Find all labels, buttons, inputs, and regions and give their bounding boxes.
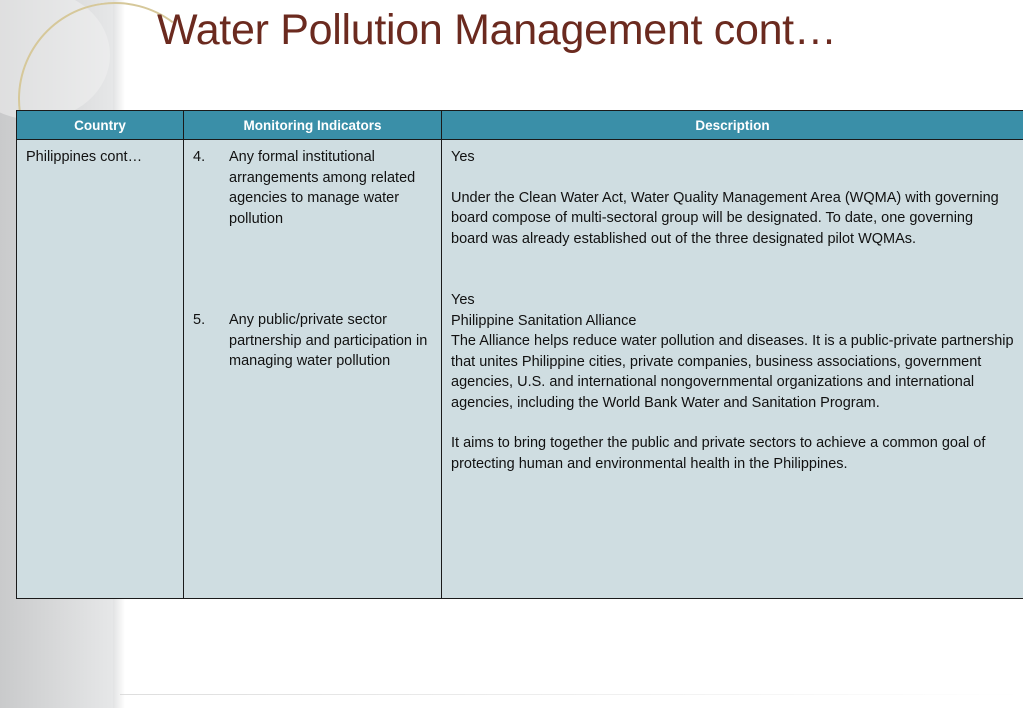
item4-answer: Yes: [451, 149, 475, 165]
indicator-number: 4.: [193, 149, 206, 165]
table-header-row: [17, 111, 1023, 140]
indicator-item-5: [193, 310, 432, 372]
header-description: Description: [442, 111, 1023, 140]
indicators-table: [16, 110, 1023, 599]
indicator-item-4: [193, 147, 432, 229]
header-monitoring-indicators: Monitoring Indicators: [184, 111, 442, 140]
table-row: [17, 140, 1023, 599]
indicators-cell: [184, 140, 442, 599]
item4-description: Under the Clean Water Act, Water Quality Management Area (WQMA) with governing board compose of multi-sectoral group will be designated. To date, one governing board was already established out of the three designated pilot WQMAs.: [451, 189, 999, 247]
item5-name: Philippine Sanitation Alliance: [451, 312, 637, 329]
item5-answer: Yes: [451, 292, 475, 308]
indicator-text: Any formal institutional arrangements among related agencies to manage water pollution: [229, 149, 416, 227]
indicator-number: 5.: [193, 312, 206, 328]
country-cell: Philippines cont…: [17, 140, 184, 599]
item5-description: The Alliance helps reduce water pollution and diseases. It is a public-private partnership that unites Philippine cities, private companies, business associations, government agencies, U.S. and international nongovernmental organizations and international agencies, including the World Bank Water and Sanitation Program.: [451, 333, 1014, 411]
header-country: Country: [17, 111, 184, 140]
indicator-text: Any public/private sector partnership and participation in managing water pollution: [229, 312, 428, 369]
item5-description-2: It aims to bring together the public and private sectors to achieve a common goal of protecting human and environmental health in the Philippines.: [451, 435, 986, 472]
description-cell: [442, 140, 1023, 599]
bottom-divider: [120, 694, 1023, 695]
slide-title: Water Pollution Management cont…: [157, 6, 837, 54]
